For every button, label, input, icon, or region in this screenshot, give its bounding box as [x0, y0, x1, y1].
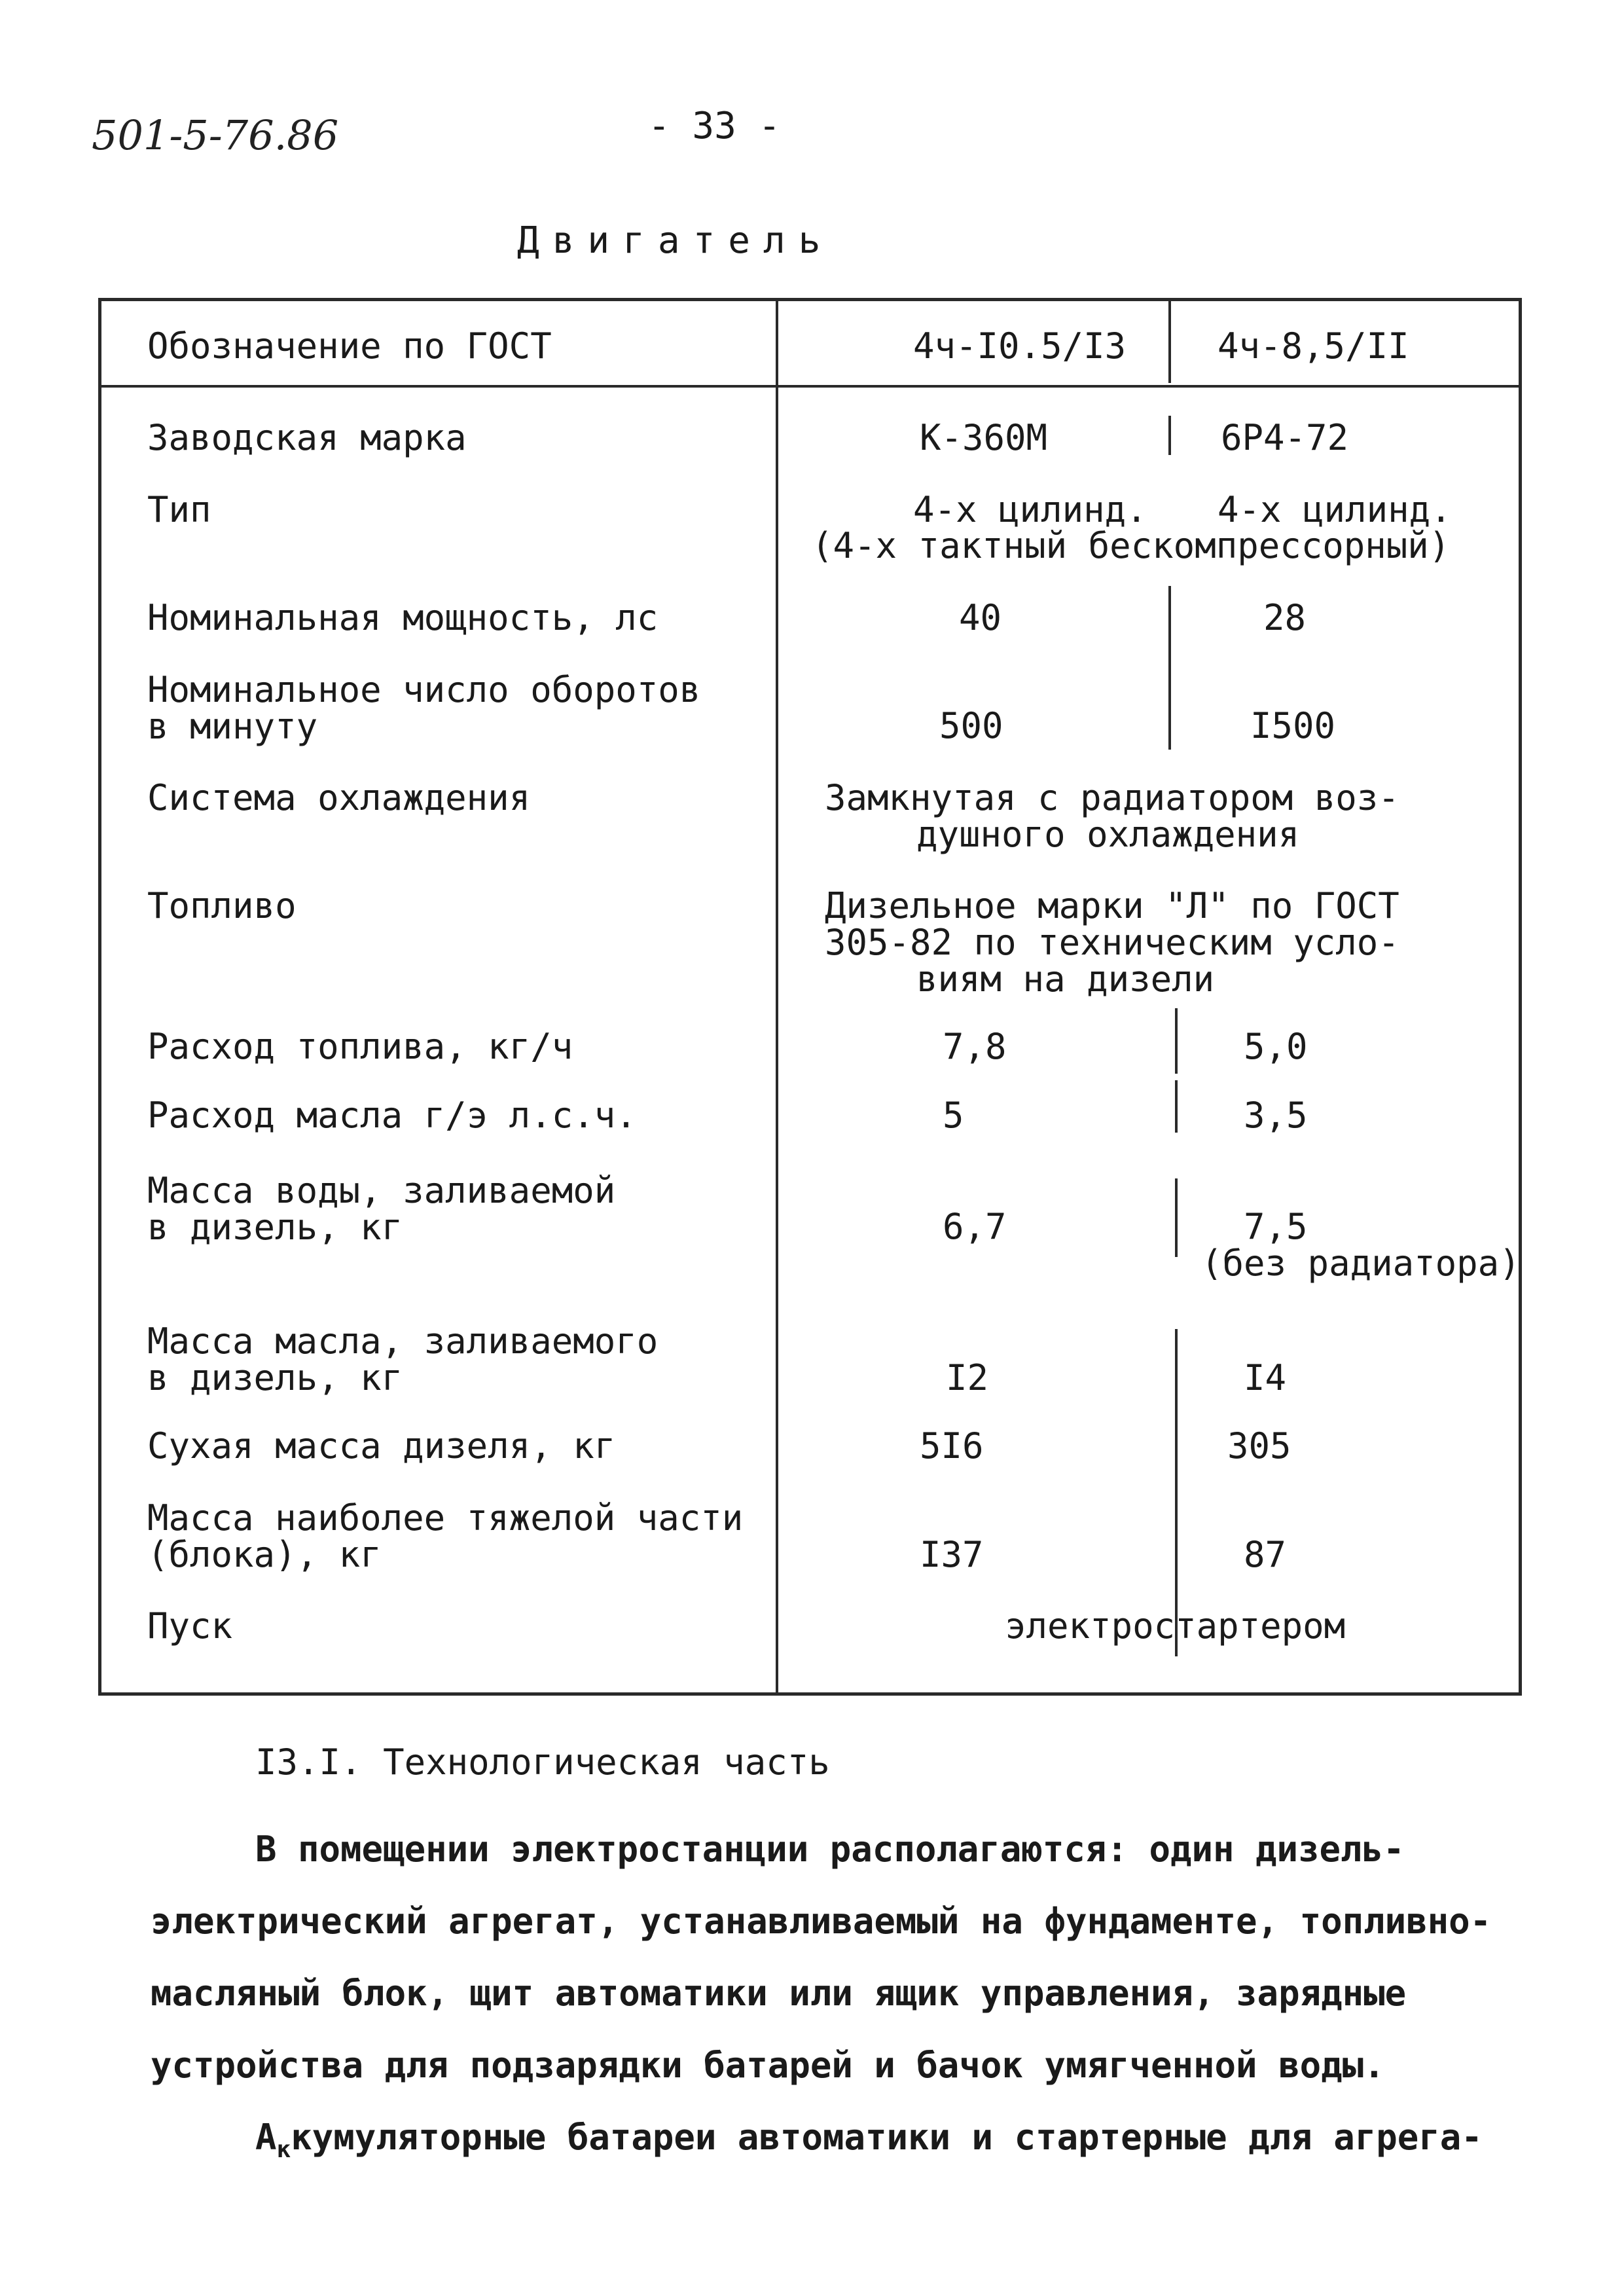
paragraph-line-5-rest: кумуляторные батареи автоматики и стартерные для агрега-: [291, 2117, 1483, 2158]
row-value-span: (4-х тактный бескомпрессорный): [812, 525, 1451, 566]
paragraph-line-1: В помещении электростанции располагаются: один дизель-: [255, 1829, 1405, 1870]
header-label: Обозначение по ГОСТ: [147, 325, 552, 367]
row-label: Расход масла г/э л.с.ч.: [147, 1095, 637, 1136]
column-divider-row9: [1175, 1178, 1178, 1257]
document-code: 501-5-76.86: [92, 111, 339, 159]
row-label-line1: Масса воды, заливаемой: [147, 1170, 616, 1211]
row-value-span-line2: душного охлаждения: [916, 814, 1300, 855]
row-value-col1: 7,8: [943, 1026, 1007, 1067]
column-divider-main: [776, 301, 778, 1692]
header-col1: 4ч-I0.5/I3: [913, 325, 1127, 367]
row-value-col2: 87: [1244, 1534, 1287, 1575]
paragraph-line-5-subscript: к: [276, 2136, 291, 2163]
row-value-col2: I500: [1250, 705, 1336, 746]
column-divider-rows3-4: [1168, 586, 1171, 750]
row-value-col2: I4: [1244, 1357, 1287, 1398]
column-divider-row8: [1175, 1080, 1178, 1133]
row-value-col1: I2: [946, 1357, 989, 1398]
column-divider-row1: [1168, 416, 1171, 455]
row-value-col2: 6Р4-72: [1221, 417, 1349, 458]
row-label-line1: Масса наиболее тяжелой части: [147, 1497, 744, 1539]
row-label-line2: в дизель, кг: [147, 1357, 403, 1398]
row-value-span-line3: виям на дизели: [916, 958, 1215, 1000]
row-label: Сухая масса дизеля, кг: [147, 1425, 616, 1467]
row-value-col1: 500: [939, 705, 1003, 746]
row-label: Заводская марка: [147, 417, 467, 458]
row-value-col2: 3,5: [1244, 1095, 1308, 1136]
row-value-col1: К-360М: [920, 417, 1048, 458]
row-label: Пуск: [147, 1605, 233, 1647]
row-value-span-line1: Замкнутая с радиатором воз-: [825, 777, 1399, 818]
row-value-span-line2: 305-82 по техническим усло-: [825, 922, 1399, 963]
row-label-line1: Масса масла, заливаемого: [147, 1321, 659, 1362]
column-divider-row7: [1175, 1008, 1178, 1074]
paragraph-line-3: масляный блок, щит автоматики или ящик управления, зарядные: [151, 1973, 1407, 2014]
page-title: Двигатель: [517, 219, 834, 262]
row-value-col2: 4-х цилинд.: [1218, 489, 1452, 530]
row-label: Тип: [147, 489, 211, 530]
paragraph-line-2: электрический агрегат, устанавливаемый на фундаменте, топливно-: [151, 1901, 1492, 1942]
row-value-col1: 5: [943, 1095, 964, 1136]
column-divider-header: [1168, 301, 1171, 383]
paragraph-line-4: устройства для подзарядки батарей и бачок умягченной воды.: [151, 2045, 1385, 2086]
row-value-col1: 5I6: [920, 1425, 984, 1467]
row-value-span-line1: Дизельное марки "Л" по ГОСТ: [825, 885, 1399, 926]
row-value-col2: 5,0: [1244, 1026, 1308, 1067]
row-value-col2: 305: [1227, 1425, 1291, 1467]
row-value-span: электростартером: [1005, 1605, 1346, 1647]
row-label-line2: (блока), кг: [147, 1534, 382, 1575]
row-value-col1: I37: [920, 1534, 984, 1575]
row-label-line2: в минуту: [147, 706, 318, 747]
header-col2: 4ч-8,5/II: [1218, 325, 1409, 367]
row-value-col2-line2: (без радиатора): [1201, 1243, 1521, 1284]
row-label-line1: Номинальное число оборотов: [147, 669, 701, 710]
page-number: - 33 -: [648, 105, 781, 147]
row-label: Система охлаждения: [147, 777, 531, 818]
row-label: Номинальная мощность, лс: [147, 597, 659, 638]
row-value-col1: 4-х цилинд.: [913, 489, 1147, 530]
row-label: Расход топлива, кг/ч: [147, 1026, 573, 1067]
section-heading: I3.I. Технологическая часть: [255, 1741, 830, 1783]
paragraph-line-5-prefix: А: [255, 2117, 277, 2158]
engine-spec-table: [98, 298, 1522, 1696]
paragraph-line-5: [255, 2102, 1483, 2186]
row-value-col2-line1: 7,5: [1244, 1206, 1308, 1247]
row-label: Топливо: [147, 885, 297, 926]
header-underline: [101, 385, 1519, 388]
row-value-col1: 6,7: [943, 1206, 1007, 1247]
row-value-col2: 28: [1263, 597, 1307, 638]
row-label-line2: в дизель, кг: [147, 1207, 403, 1248]
row-value-col1: 40: [959, 597, 1002, 638]
